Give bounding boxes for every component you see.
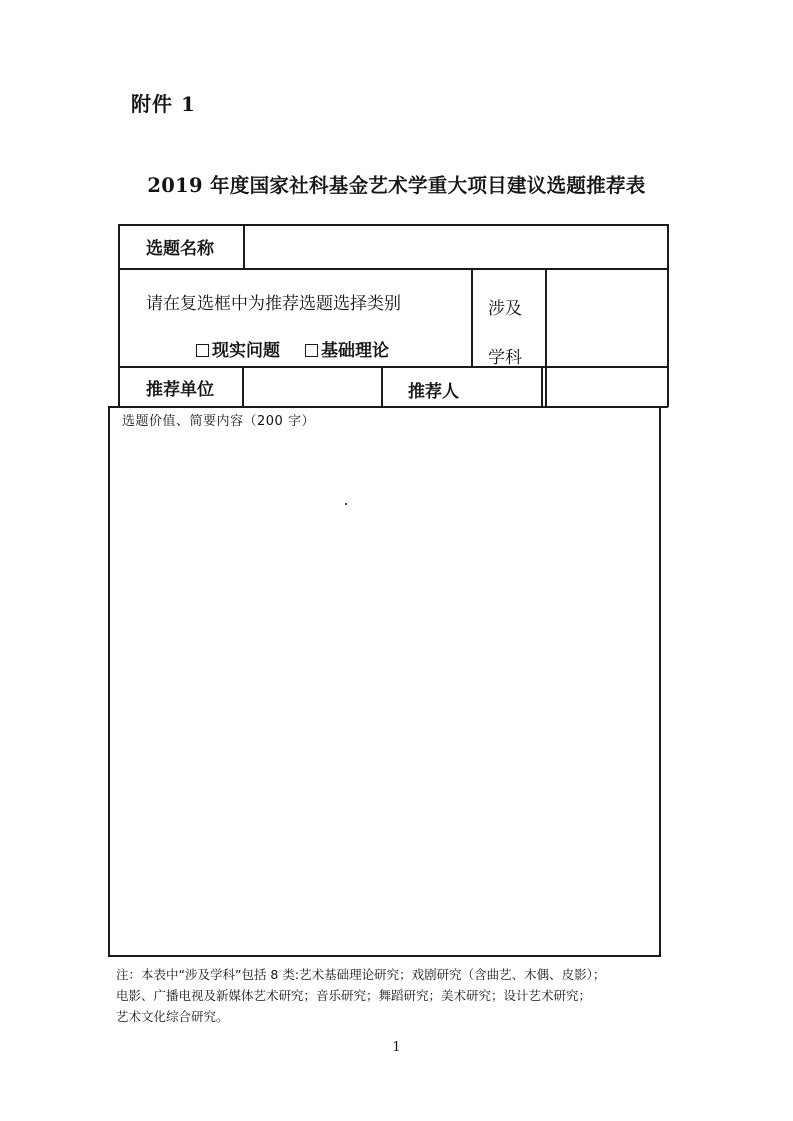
table-border-right	[667, 224, 669, 407]
recommending-unit-field[interactable]	[244, 368, 380, 406]
col-divider-recommender	[381, 366, 383, 407]
page-number: 1	[392, 1040, 401, 1055]
content-textarea[interactable]	[110, 430, 658, 954]
category-prompt: 请在复选框中为推荐选题选择类别	[146, 294, 401, 314]
topic-name-field[interactable]	[245, 226, 666, 267]
category-theory-label: 基础理论	[321, 341, 389, 361]
checkbox-practical[interactable]	[196, 344, 209, 357]
checkbox-theory[interactable]	[305, 344, 318, 357]
recommender-label: 推荐人	[408, 382, 459, 402]
discipline-label-line1: 涉及	[488, 299, 522, 319]
table-border-left	[118, 224, 120, 407]
scan-speck	[345, 503, 347, 505]
footnote-line: 电影、广播电视及新媒体艺术研究；音乐研究；舞蹈研究；美术研究；设计艺术研究；	[116, 988, 592, 1003]
page-title: 2019 年度国家社科基金艺术学重大项目建议选题推荐表	[147, 174, 646, 197]
footnote	[116, 964, 676, 1027]
content-label: 选题价值、简要内容（200 字）	[122, 414, 315, 429]
row-divider-3	[108, 406, 668, 408]
discipline-field[interactable]	[547, 270, 666, 365]
recommender-field[interactable]	[543, 368, 666, 406]
col-divider-category	[471, 268, 473, 367]
category-option-theory[interactable]	[305, 336, 389, 361]
footnote-line: 艺术文化综合研究。	[116, 1009, 229, 1024]
attachment-label: 附件 1	[131, 92, 196, 116]
recommending-unit-label: 推荐单位	[146, 380, 214, 400]
footnote-line: 注：本表中“涉及学科”包括 8 类:艺术基础理论研究；戏剧研究（含曲艺、木偶、皮影）；	[116, 967, 606, 982]
table-border-right-lower	[659, 407, 661, 957]
category-practical-label: 现实问题	[212, 341, 280, 361]
table-border-bottom	[108, 955, 661, 957]
category-option-practical[interactable]	[196, 336, 280, 361]
topic-name-label: 选题名称	[146, 239, 214, 259]
discipline-label-line2: 学科	[488, 348, 522, 368]
